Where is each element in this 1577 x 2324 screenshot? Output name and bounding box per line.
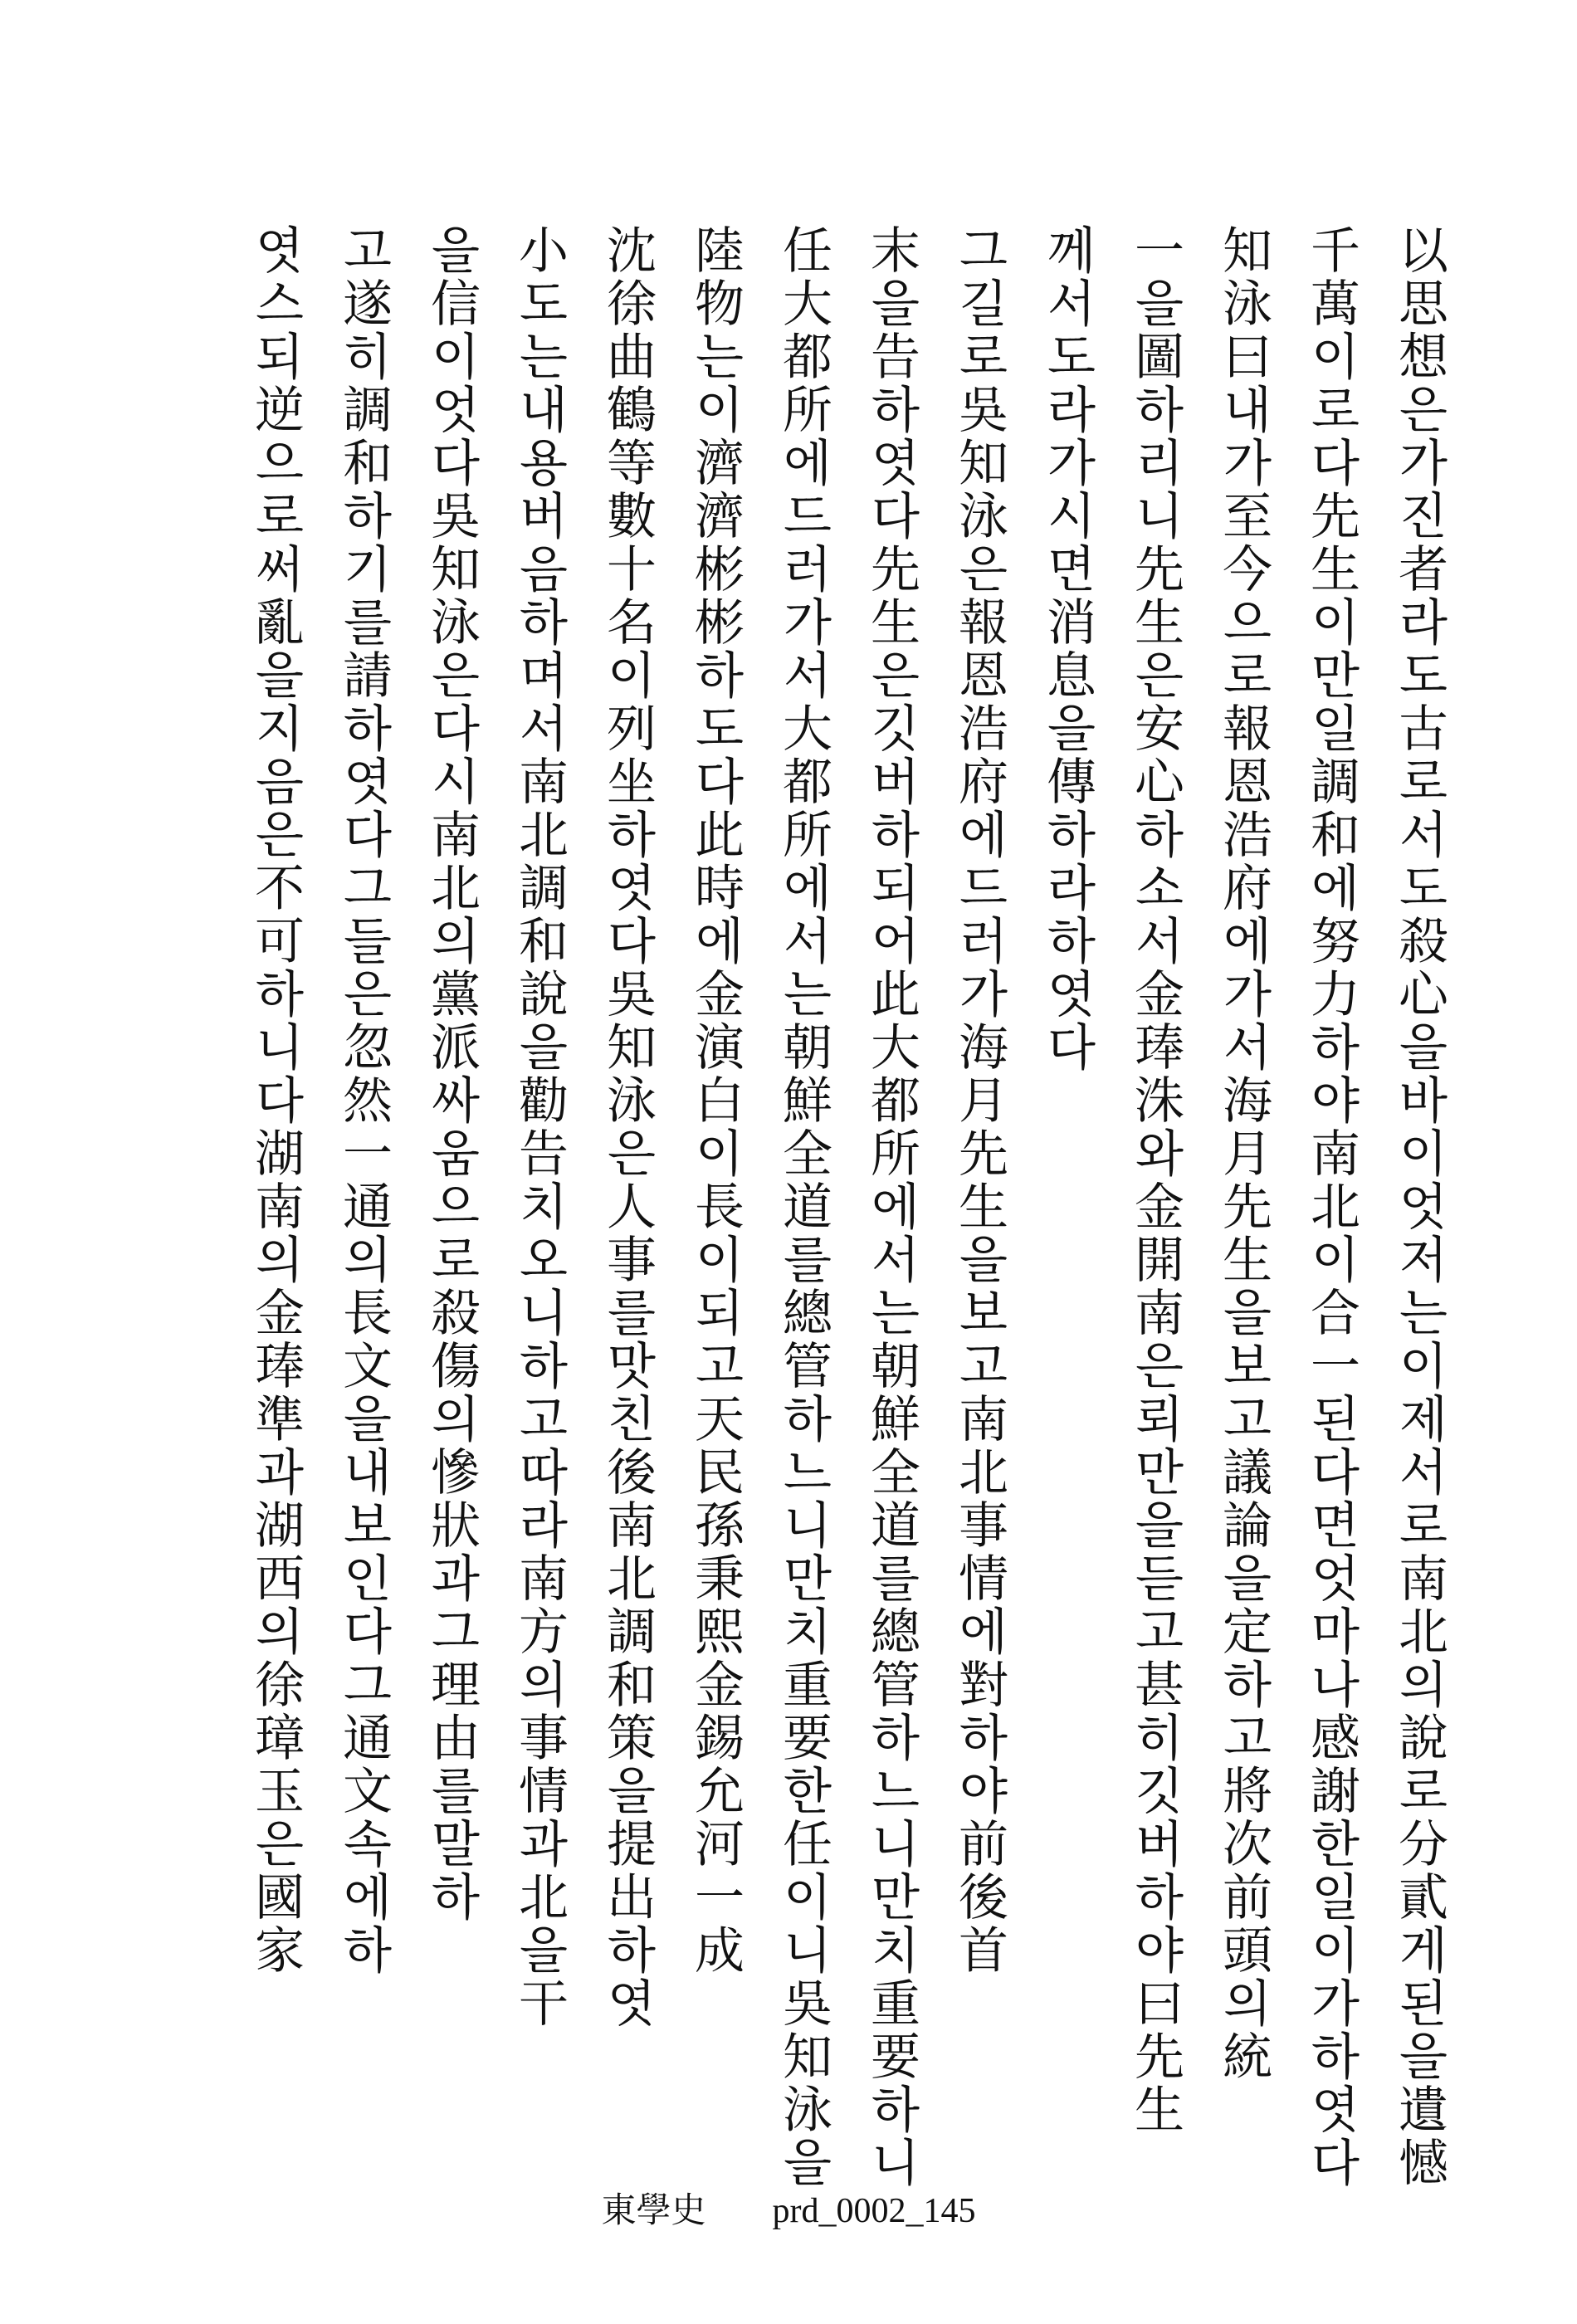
- manuscript-column-2: 千萬이로다先生이만일調和에努力하야南北이合一된다면엇마나感謝한일이가하엿다: [1302, 224, 1360, 2190]
- book-title: 東學史: [601, 2190, 706, 2230]
- manuscript-column-3: 知泳曰내가至今으로報恩浩府에가서海月先生을보고議論을定하고將次前頭의統: [1214, 224, 1272, 2083]
- manuscript-column-11: 小도는내용버음하며서南北調和說을勸告치오니하고따라南方의事情과北을干: [510, 224, 569, 2030]
- page-footer: [0, 2183, 1577, 2233]
- manuscript-column-1: 以思想은가진者라도古로서도殺心을바이엇저는이제서로南北의說로分貳게된을遺憾: [1390, 224, 1448, 2190]
- manuscript-column-5: 께서도라가시면消息을傳하라하엿다: [1038, 224, 1096, 1074]
- manuscript-column-4: 一을圖하리니先生은安心하소서金琫洙와金開南은뢰만을듣고甚히깃버하야曰先生: [1126, 224, 1184, 2136]
- manuscript-column-14: 엿스되逆으로써亂을지음은不可하니다湖南의金琫準과湖西의徐璋玉은國家: [247, 224, 305, 1977]
- manuscript-column-7: 末을告하엿다先生은깃버하되어此大都所에서는朝鮮全道를總管하느니만치重要하니: [862, 224, 920, 2190]
- manuscript-column-10: 沈徐曲鶴等數十名이列坐하엿다吳知泳은人事를맛친後南北調和策을提出하엿: [598, 224, 657, 2030]
- manuscript-column-8: 任大都所에드러가서大都所에서는朝鮮全道를總管하느니만치重要한任이니吳知泳을: [774, 224, 832, 2190]
- manuscript-column-6: 그길로吳知泳은報恩浩府에드러가海月先生을보고南北事情에對하야前後首: [950, 224, 1008, 1977]
- manuscript-column-12: 을信이엇다吳知泳은다시南北의黨派싸움으로殺傷의慘狀과그理由를말하: [422, 224, 481, 1924]
- manuscript-column-9: 陸物는이濟濟彬彬하도다此時에金演白이長이되고天民孫秉熙金錫允河一成: [686, 224, 745, 1977]
- manuscript-column-13: 고遂히調和하기를請하엿다그들은忽然一通의長文을내보인다그通文속에하: [334, 224, 393, 1977]
- page-code: prd_0002_145: [772, 2192, 976, 2230]
- handwritten-manuscript: [208, 224, 1448, 2190]
